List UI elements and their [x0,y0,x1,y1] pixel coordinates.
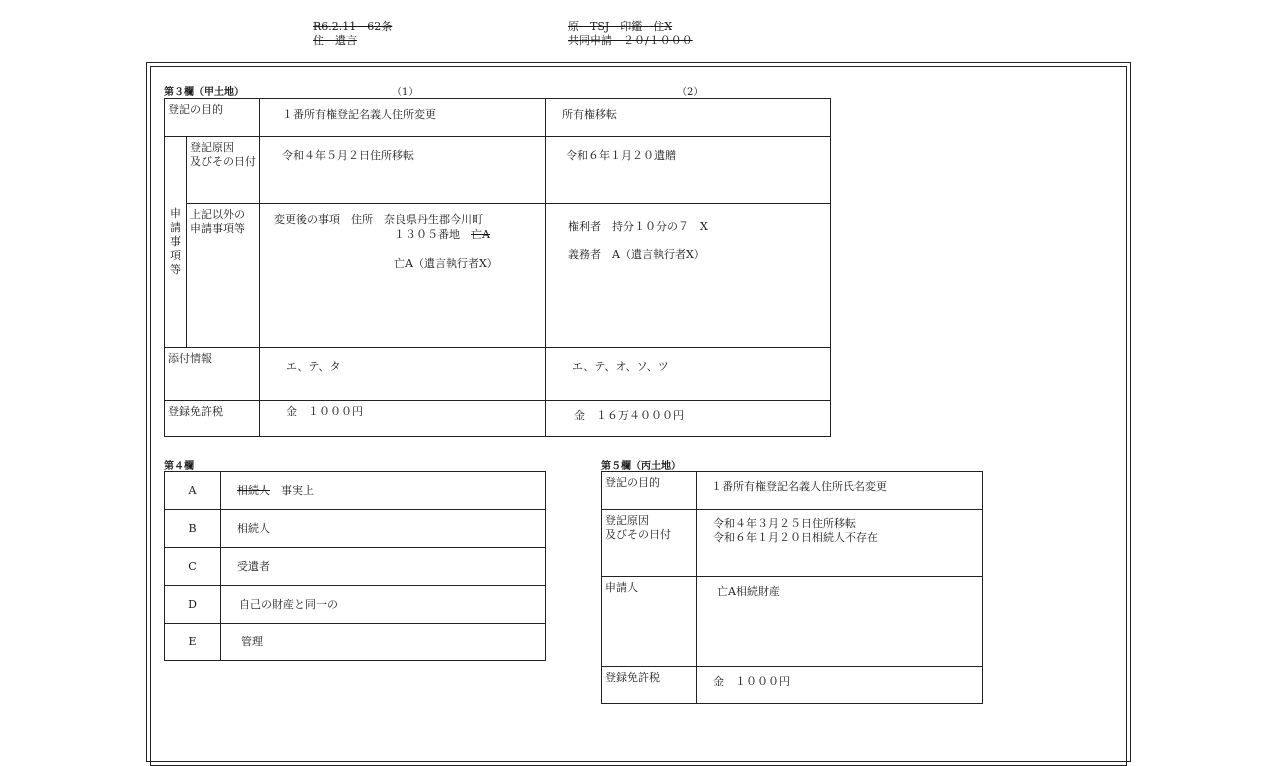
s5-applicant-label: 申請人 [602,577,697,667]
section3-col2-number: （2） [677,87,704,98]
c1-other-line3: 亡A（遺言執行者X） [394,257,498,270]
section4-value: 相続人 事実上 [221,472,546,510]
section4-title: 第４欄 [164,461,194,472]
c1-other-line2: １３０５番地 亡A [394,228,490,241]
s5-cause: 令和４年３月２５日住所移転 令和６年１月２０日相続人不存在 [697,510,983,577]
s5-purpose: １番所有権登記名義人住所氏名変更 [697,472,983,510]
tax-label: 登録免許税 [165,401,260,437]
top-note-left [313,20,392,48]
c2-other-line1: 権利者 持分１０分の７ X [568,220,708,233]
section3-col1-number: （1） [392,87,419,98]
section4-key: E [165,624,221,661]
section3-title: 第３欄（甲土地） [164,87,244,98]
s5-tax: 金 １０００円 [697,667,983,704]
c2-tax: 金 １６万４０００円 [546,401,831,437]
c1-attach: エ、テ、タ [260,348,546,401]
purpose-label: 登記の目的 [165,99,260,137]
s5-purpose-label: 登記の目的 [602,472,697,510]
c1-tax: 金 １０００円 [260,401,546,437]
c2-other-matters [546,204,831,348]
section4-key: B [165,510,221,548]
other-matters-label: 上記以外の 申請事項等 [187,204,260,348]
c1-other-line1: 変更後の事項 住所 奈良県丹生郡今川町 [274,213,483,226]
section3-table [164,98,831,437]
attach-label: 添付情報 [165,348,260,401]
s5-applicant: 亡A相続財産 [697,577,983,667]
top-note-right [568,20,693,48]
section4-value: 受遺者 [221,548,546,586]
section5-title: 第５欄（丙土地） [601,461,681,472]
c1-cause: 令和４年５月２日住所移転 [260,137,546,204]
section4-value: 管理 [221,624,546,661]
c1-other-strike: 亡A [471,228,490,241]
section4-value: 自己の財産と同一の [221,586,546,624]
top-note-left-line2: 住 遺言 [313,34,357,47]
c2-attach: エ、テ、オ、ソ、ツ [546,348,831,401]
s5-tax-label: 登録免許税 [602,667,697,704]
top-note-right-line2: 共同申請 ２０/１０００ [568,34,693,47]
cause-label: 登記原因 及びその日付 [187,137,260,204]
section4-key: A [165,472,221,510]
section4-value: 相続人 [221,510,546,548]
top-note-right-line1: 原 TSJ 印鑑 住X [568,20,673,33]
c2-cause: 令和６年１月２０遺贈 [546,137,831,204]
c2-other-line2: 義務者 A（遺言執行者X） [568,248,705,261]
c1-purpose: １番所有権登記名義人住所変更 [260,99,546,137]
c1-other-matters [260,204,546,348]
section4-table [164,471,546,661]
section4-key: C [165,548,221,586]
application-matters-label: 申 請 事 項 等 [165,137,187,348]
top-note-left-line1: R6.2.11 62条 [313,20,393,33]
s5-cause-label: 登記原因 及びその日付 [602,510,697,577]
section4-key: D [165,586,221,624]
section5-table [601,471,983,704]
c2-purpose: 所有権移転 [546,99,831,137]
